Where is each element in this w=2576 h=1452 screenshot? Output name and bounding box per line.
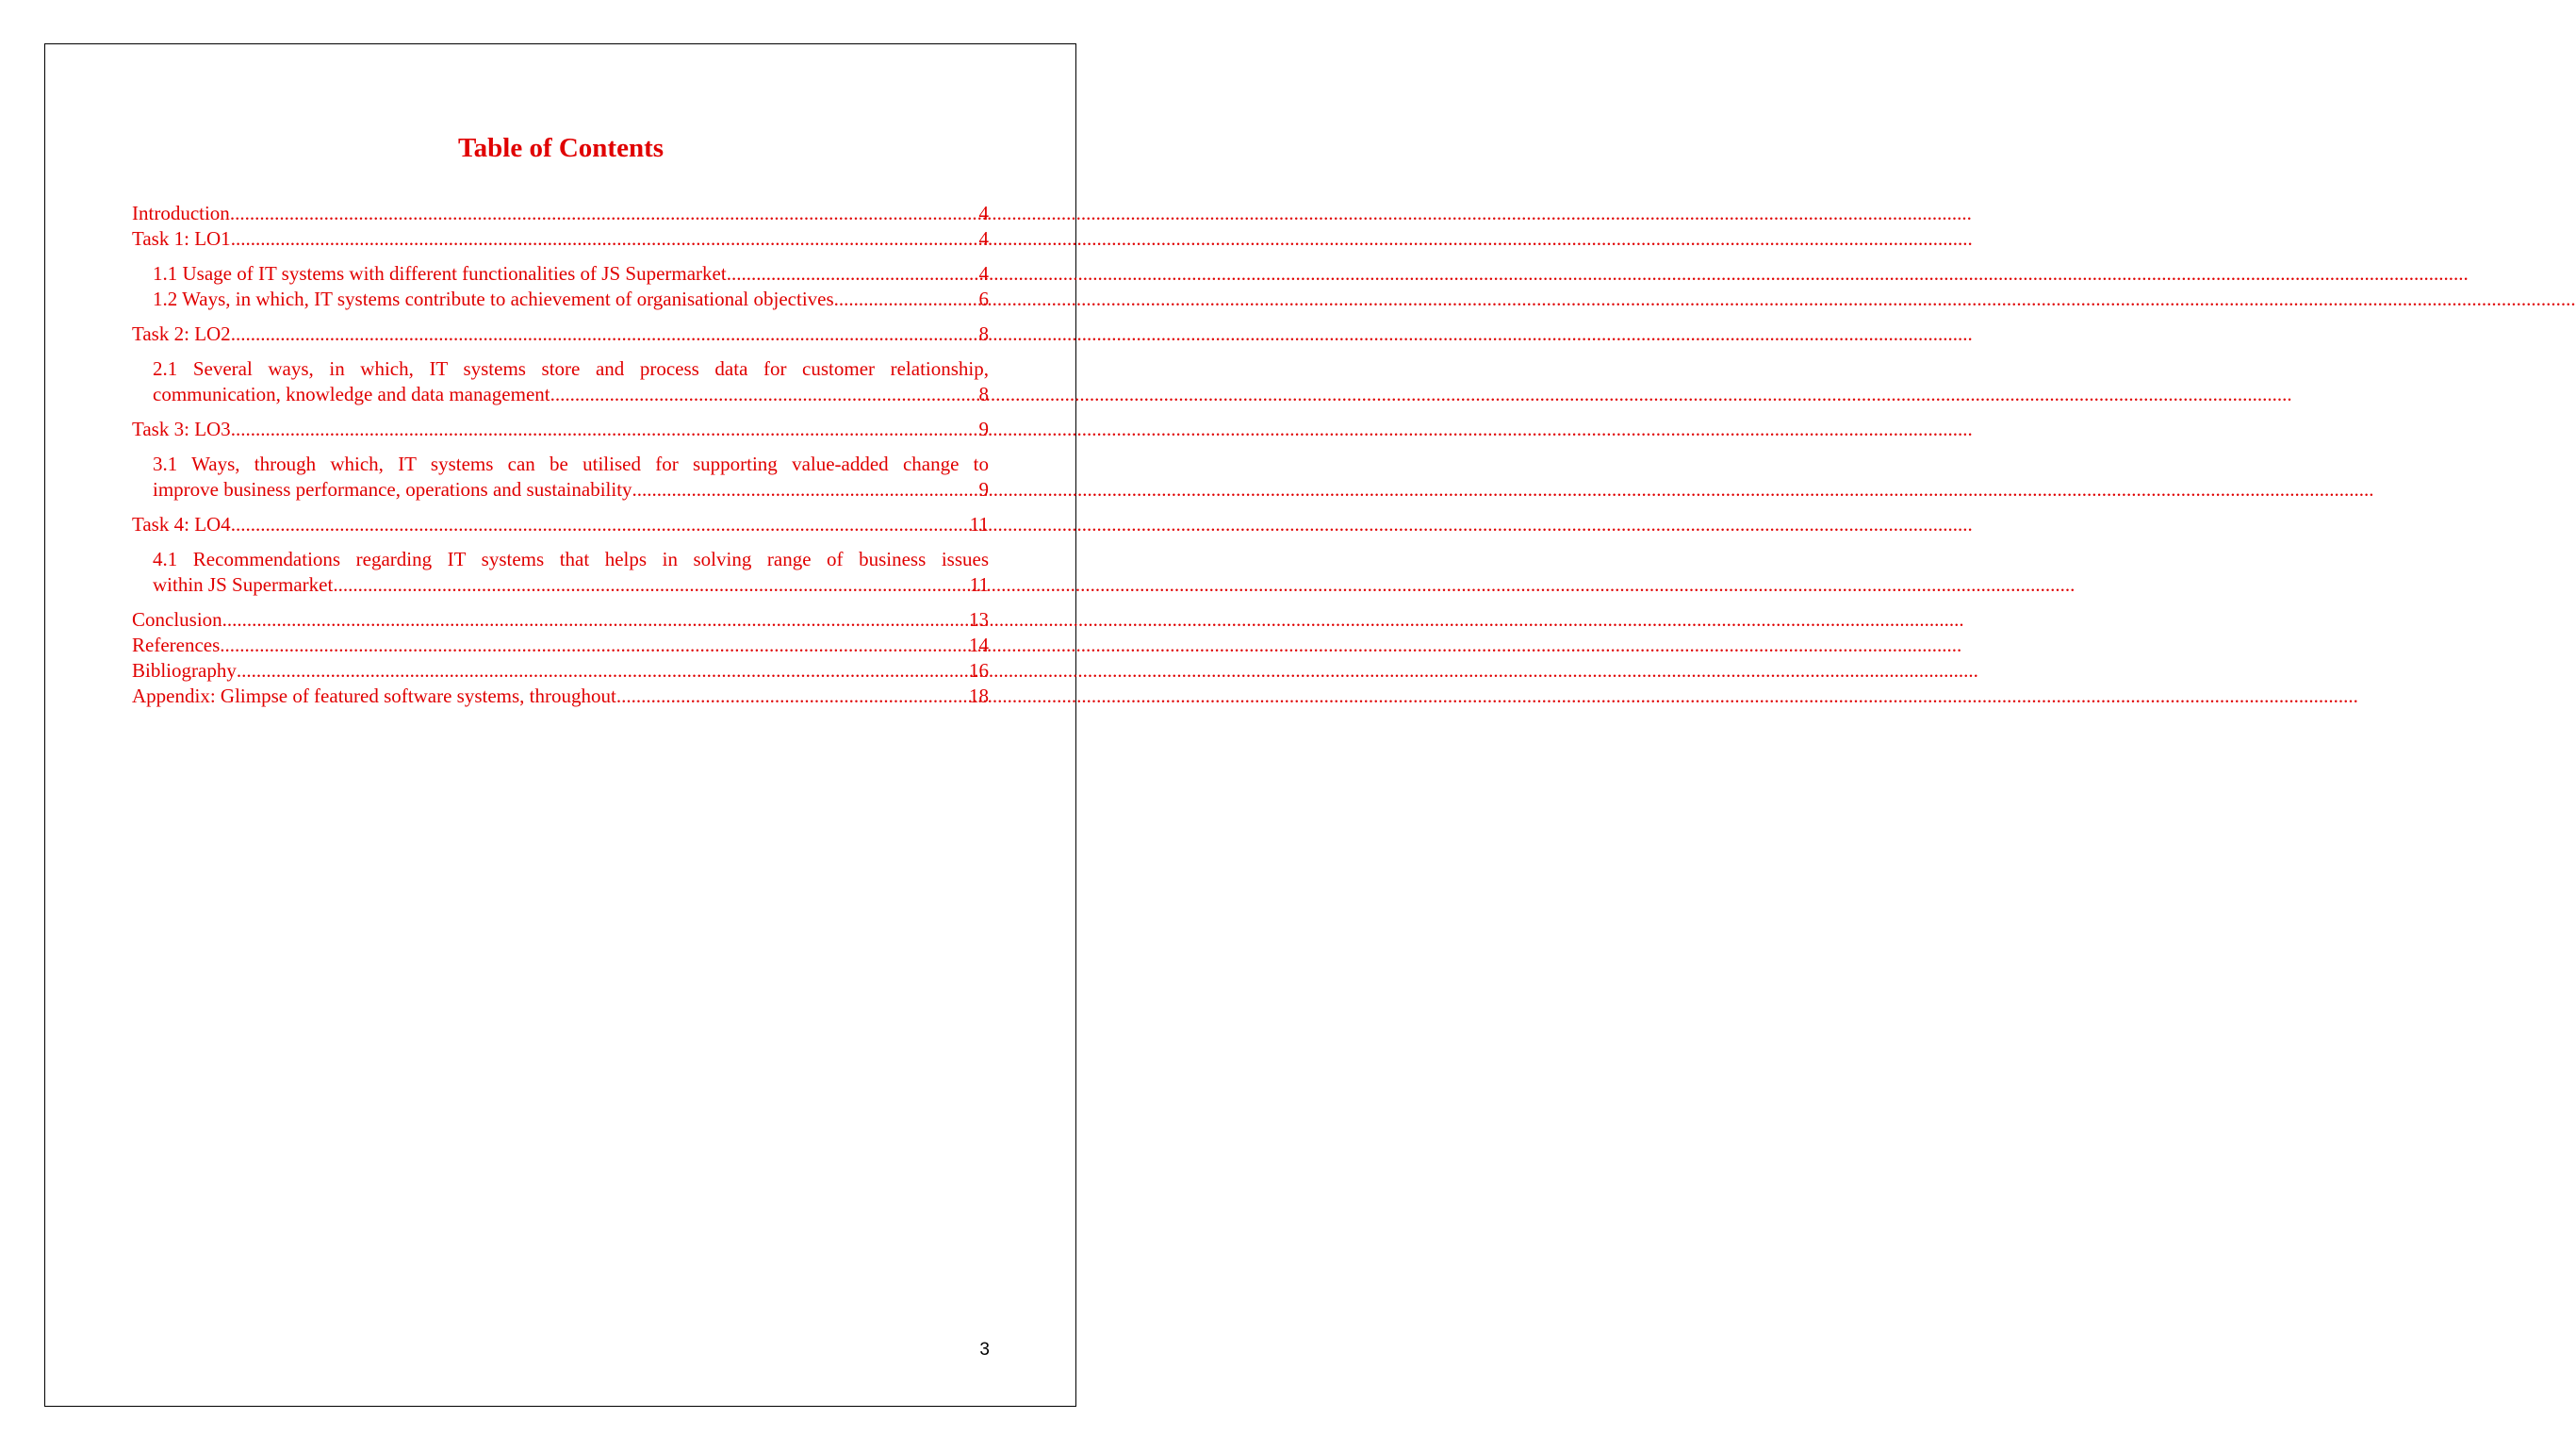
dot-leader	[230, 201, 979, 226]
spacer	[132, 407, 989, 417]
toc-entry-label: within JS Supermarket	[153, 573, 334, 596]
toc-entry-page: 8	[978, 322, 989, 345]
dot-leader	[231, 322, 979, 347]
toc-entry-bibliography[interactable]	[132, 658, 989, 684]
toc-entry-page: 4	[978, 262, 989, 285]
spacer	[132, 598, 989, 607]
dot-leader	[231, 417, 979, 442]
page-number: 3	[979, 1340, 990, 1360]
toc-entry-label: Task 1: LO1	[132, 227, 231, 250]
toc-entry-page: 8	[978, 383, 989, 405]
toc-entry-label: Appendix: Glimpse of featured software systems, throughout	[132, 685, 616, 707]
dot-leader	[632, 477, 979, 503]
toc-entry-line-2	[153, 477, 989, 503]
toc-title: Table of Contents	[457, 133, 665, 163]
dot-leader	[727, 261, 979, 287]
toc-entry-references[interactable]	[132, 633, 989, 658]
toc-entry-conclusion[interactable]	[132, 607, 989, 633]
toc-entry-label: Bibliography	[132, 659, 237, 682]
toc-entry-line-1: 4.1 Recommendations regarding IT systems that helps in solving range of business issues	[153, 548, 989, 570]
toc-entry-4-1[interactable]	[132, 547, 989, 598]
toc-entry-line-2	[153, 572, 989, 598]
toc-entry-label: References	[132, 634, 221, 656]
toc-entry-page: 14	[969, 634, 989, 656]
dot-leader	[220, 633, 969, 658]
toc-entry-page: 11	[969, 513, 989, 536]
toc-entry-page: 18	[969, 685, 989, 707]
dot-leader	[333, 572, 969, 598]
toc-entry-task-3[interactable]	[132, 417, 989, 442]
toc-entry-line-1: 3.1 Ways, through which, IT systems can be utilised for supporting value-added change to	[153, 453, 989, 475]
toc-entry-label: improve business performance, operations and sustainability	[153, 478, 632, 501]
toc-entry-label: 1.1 Usage of IT systems with different functionalities of JS Supermarket	[153, 262, 727, 285]
toc-entry-appendix[interactable]	[132, 684, 989, 709]
toc-entry-introduction[interactable]	[132, 201, 989, 226]
toc-entry-page: 16	[969, 659, 989, 682]
toc-entry-page: 13	[969, 608, 989, 631]
dot-leader	[237, 658, 969, 684]
spacer	[132, 503, 989, 512]
toc-entry-label: 1.2 Ways, in which, IT systems contribute to achievement of organisational objectives	[153, 288, 834, 310]
dot-leader	[550, 382, 979, 407]
toc-entry-page: 6	[978, 288, 989, 310]
toc-entry-line-1: 2.1 Several ways, in which, IT systems store and process data for customer relationship,	[153, 357, 989, 380]
toc-entry-1-1[interactable]	[132, 261, 989, 287]
dot-leader	[616, 684, 969, 709]
toc-entry-page: 9	[978, 418, 989, 440]
toc-entry-3-1[interactable]	[132, 452, 989, 503]
dot-leader	[231, 226, 979, 252]
table-of-contents	[132, 201, 989, 709]
toc-entry-page: 11	[969, 573, 989, 596]
toc-entry-label: communication, knowledge and data management	[153, 383, 550, 405]
dot-leader	[231, 512, 970, 537]
toc-entry-label: Task 4: LO4	[132, 513, 231, 536]
toc-entry-label: Task 2: LO2	[132, 322, 231, 345]
spacer	[132, 537, 989, 547]
spacer	[132, 312, 989, 322]
toc-entry-page: 4	[978, 202, 989, 224]
toc-entry-label: Introduction	[132, 202, 230, 224]
toc-entry-1-2[interactable]	[132, 287, 989, 312]
dot-leader	[834, 287, 979, 312]
spacer	[132, 347, 989, 356]
toc-entry-line-2	[153, 382, 989, 407]
toc-entry-task-1[interactable]	[132, 226, 989, 252]
toc-entry-label: Task 3: LO3	[132, 418, 231, 440]
toc-entry-label: Conclusion	[132, 608, 222, 631]
dot-leader	[222, 607, 969, 633]
toc-entry-page: 9	[978, 478, 989, 501]
toc-entry-2-1[interactable]	[132, 356, 989, 407]
toc-entry-task-4[interactable]	[132, 512, 989, 537]
toc-entry-task-2[interactable]	[132, 322, 989, 347]
spacer	[132, 252, 989, 261]
toc-entry-page: 4	[978, 227, 989, 250]
spacer	[132, 442, 989, 452]
